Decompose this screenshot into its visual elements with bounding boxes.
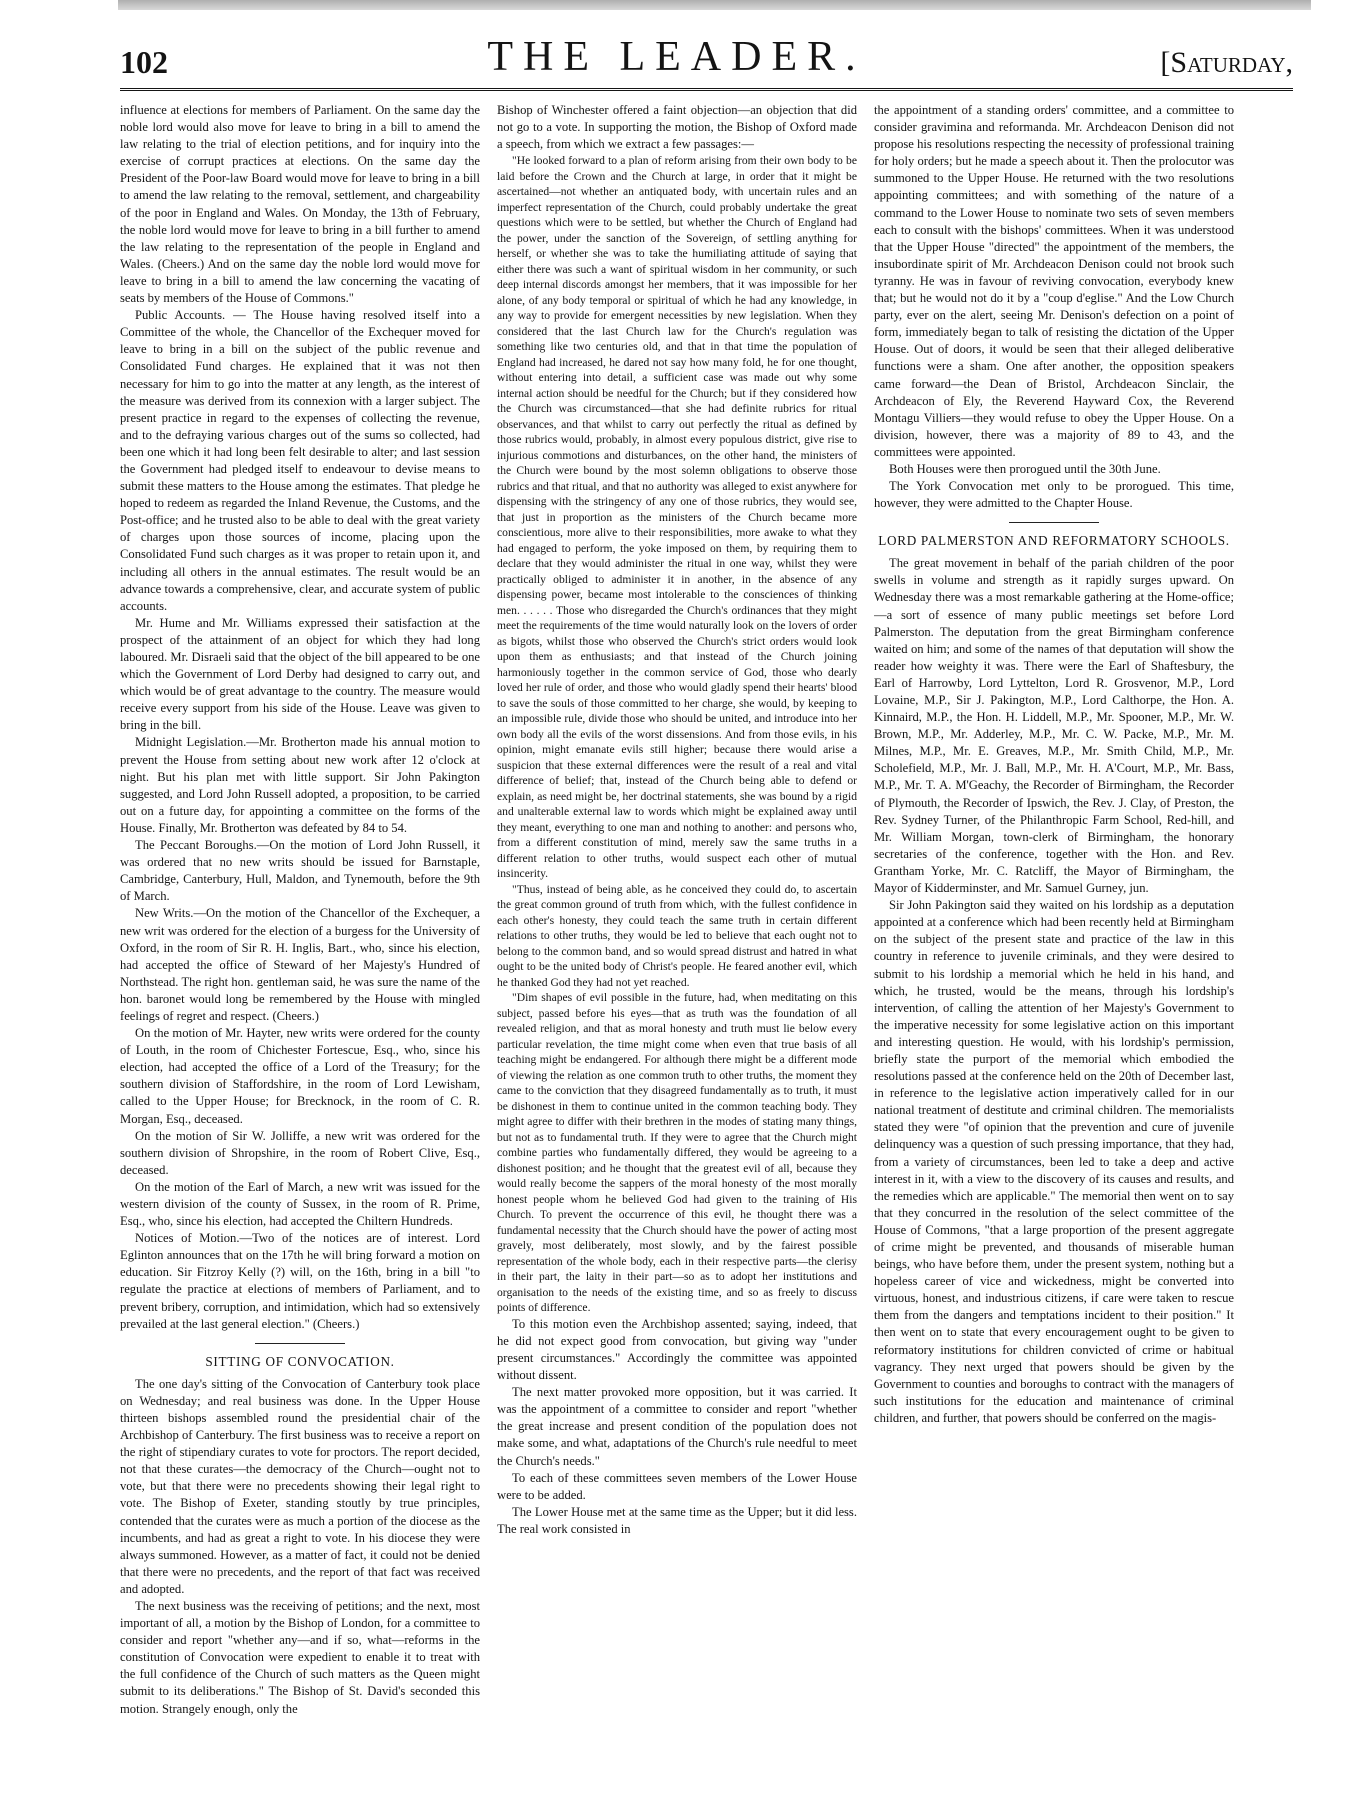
section-divider [1009,522,1099,523]
oxford-speech-quote-one: "He looked forward to a plan of reform arising from their own body to be laid before the Crown and the Church at large, in order that it might be ascertained—not whether an antiquated body, with uncertain rules and an imperfect representation of the Church, could probably undertake the great questions which were to be settled, but whether the Church of England had the power, under the sanction of the Sovereign, of settling anything for herself, or whether she was to take the humiliating attitude of saying that either there was such a want of spiritual wisdom in her community, or such deep internal discords amongst her members, that it was impossible for her alone, of any body temporal or spiritual of which he had any knowledge, in any way to provide for emergent necessities by new legislation. When they considered that the last Church law for the Church's regulation was something like two centuries old, and that in that time the population of England had increased, he dared not say how many fold, he for one thought, without entering into detail, a sufficient case was made out why some internal action should be needful for the Church; but if they considered how the Church was circumstanced—that she had definite rubrics for ritual observances, and that whilst to carry out perfectly the ritual as defined by those rubrics would, probably, in almost every populous district, give rise to injurious commotions and disturbances, on the other hand, the ministers of the Church were bound by the most solemn obligations to observe those rubrics and that ritual, and that no authority was alleged to exist anywhere for dispensing with the stringency of any one of those rubrics, they would see, that just in proportion as the ministers of the Church became more conscientious, more alive to their responsibilities, more awake to what they had engaged to perform, the yoke imposed on them, by requiring them to declare that they would administer the ritual in one way, whilst they were practically obliged to administer it in another, in the absence of any dispensing power, became most intolerable to the consciences of thinking men. . . . . . Those who disregarded the Church's ordinances that they might meet the requirements of the time would naturally look on the lovers of order as bigots, whilst those who observed the Church's strict orders would look upon them as enthusiasts; and that instead of the Church joining harmoniously together in the common service of God, those who dearly loved her rule of order, and those who would gladly spend their hearts' blood to save the souls of those committed to her charge, she would, by keeping to an impossible rule, divide those who should be united, and introduce into her own body all the evils of the worst dissensions. And from those evils, in his opinion, might emanate evils still higher; because there would arise a suspicion that these external differences were the result of a real and vital difference of belief; that, instead of the Church being able to defend or explain, as need might be, her doctrinal statements, she was bound by a rigid and unalterable external law to words which might be explained away until they meant, everything to one man and nothing to another: and persons who, from a different constitution of mind, merely saw the same truths in a different relation to other truths, would suspect each other of mutual insincerity. [497,154,857,881]
section-divider [255,1343,345,1344]
newspaper-title: THE LEADER. [487,34,866,80]
column-bottom-fade [874,1780,1234,1792]
masthead-rule [120,88,1293,91]
lower-house-members-paragraph: To each of these committees seven members of the Lower House were to be added. [497,1470,857,1502]
lower-house-paragraph: The Lower House met at the same time as the Upper; but it did less. The real work consisted in [497,1504,857,1536]
prorogued-paragraph: Both Houses were then prorogued until the 30th June. [889,461,1161,476]
standing-orders-paragraph: the appointment of a standing orders' committee, and a committee to consider gravimina and reformanda. Mr. Archdeacon Denison did not propose his resolutions respecting the necessity of professional training for holy orders; but he made a speech about it. Then the prolocutor was summoned to the Upper House. He returned with the two resolutions appointing committees; and with something of the nature of a command to the Lower House to nominate two sets of seven members each to consult with the bishops' committees. When it was understood that the Upper House "directed" the appointment of the members, the insubordinate spirit of Mr. Archdeacon Denison could not brook such tyranny. He was in favour of reviving convocation, everybody knew that; but he would not do it by a "coup d'eglise." And the Low Church party, ever on the alert, seeing Mr. Denison's defection on a point of form, immediately began to talk of resisting the dictation of the Upper House. Out of doors, it would be seen that their alleged deliberative functions were a sham. One after another, the opposition speakers came forward—the Dean of Bristol, Archdeacon Sinclair, the Archdeacon of Ely, the Reverend Hayward Cox, the Reverend Montagu Villiers—they would refuse to obey the Upper House. On a division, however, there was a majority of 89 to 43, and the committees were appointed. [874,103,1234,459]
oxford-speech-quote-two: "Thus, instead of being able, as he conceived they could do, to ascertain the great common ground of truth from which, with the fullest confidence in each other's honesty, they could teach the same truth in certain different relations to other truths, they would be led to believe that each ought not to belong to the common band, and so would spread distrust and hatred in what ought to be the united body of Christ's people. He feared another evil, which he thanked God they had not yet reached. [497,882,857,989]
convocation-paragraph-one: The one day's sitting of the Convocation of Canterbury took place on Wednesday; and real business was done. In the Upper House thirteen bishops assembled round the presidential chair of the Archbishop of Canterbury. The first business was to receive a report on the right of stipendiary curates to vote for proctors. The report decided, not that these curates—the democracy of the Church—ought not to vote, but that there were no precedents showing their legal right to vote. The Bishop of Exeter, standing stoutly by true principles, contended that the curates were as much a portion of the diocese as the incumbents, and had as great a right to vote. In his diocese they were always summoned. However, as a matter of fact, it could not be denied that there were no precedents, and the report of that fact was received and adopted. [120,1376,480,1596]
notices-of-motion-paragraph: Notices of Motion.—Two of the notices are of interest. Lord Eglinton announces that on the 17th he will bring forward a motion on education. Sir Fitzroy Kelly (?) will, on the 16th, bring in a bill "to regulate the practice at elections of members of Parliament, and to prevent bribery, corruption, and intimidation, which had so extensively prevailed at the last general election." (Cheers.) [120,1231,480,1331]
convocation-paragraph-two: The next business was the receiving of petitions; and the next, most important of all, a motion by the Bishop of London, for a committee to consider and report "whether any—and if so, what—reforms in the constitution of Convocation were expedient to enable it to treat with the full confidence of the Church of such matters as the Queen might submit to its deliberations." The Bishop of St. David's seconded this motion. Strangely enough, only the [120,1598,480,1716]
issue-day: [Saturday, [1160,46,1293,79]
top-scan-rule [118,0,1311,10]
column-bottom-fade [120,1780,480,1792]
new-writs-paragraph: New Writs.—On the motion of the Chancellor of the Exchequer, a new writ was ordered for the election of a burgess for the University of Oxford, in the room of Sir R. H. Inglis, Bart., who, since his election, had accepted the office of Steward of her Majesty's Hundred of Northstead. The right hon. gentleman said, he was sure the name of the hon. baronet would long be remembered by the House with mingled feelings of regret and respect. (Cheers.) [120,906,480,1023]
article-columns [120,96,1293,1786]
archbishop-assent-paragraph: To this motion even the Archbishop assented; saying, indeed, that he did not expect good from convocation, but giving way "under present circumstances." Accordingly the committee was appointed without dissent. [497,1316,857,1383]
oxford-speech-quote-three: "Dim shapes of evil possible in the future, had, when meditating on this subject, passed before his eyes—that as truth was the foundation of all revealed religion, and that as moral honesty and truth must lie below every particular revelation, the time might come when even that true basis of all teaching might be endangered. For although there might be a different mode of viewing the relation as one common truth to other truths, the moment they came to the conviction that they disagreed fundamentally as to truth, it must be dishonest in them to continue united in the common teaching body. They might agree to differ with their brethren in the modes of stating many things, but not as to fundamental truth. If they were to agree that the Church might combine parties who fundamentally differed, they would be agreeing to a dishonest position; and he thought that the greatest evil of all, because they would really become the sappers of the moral honesty of the most morally honest people whom he believed God had given to the training of His Church. To prevent the occurrence of this evil, he thought there was a fundamental necessity that the Church should have the power of acting most gravely, most deliberately, most slowly, and by the fairest possible representation of the whole body, each in their respective parts—the clerisy in their part, the laity in their part—so as to adopt her institutions and organisation to the needs of the existing time, and so as freely to discuss points of difference. [497,991,857,1315]
peccant-boroughs-paragraph: The Peccant Boroughs.—On the motion of Lord John Russell, it was ordered that no new writs should be issued for Barnstaple, Cambridge, Canterbury, Hull, Maldon, and Tynemouth, before the 9th of March. [120,838,480,904]
march-writ-paragraph: On the motion of the Earl of March, a new writ was issued for the western division of the county of Sussex, in the room of R. Prime, Esq., who, since his election, had accepted the Chiltern Hundreds. [120,1179,480,1229]
york-convocation-paragraph: The York Convocation met only to be prorogued. This time, however, they were admitted to the Chapter House. [874,479,1234,511]
reformatory-deputation-paragraph: The great movement in behalf of the pariah children of the poor swells in volume and strength as it rapidly surges upward. On Wednesday there was a most remarkable gathering at the Home-office;—a sort of essence of many public meetings set before Lord Palmerston. The deputation from the great Birmingham conference waited on him; and some of the names of that deputation will show the reader how weighty it was. There were the Earl of Shaftesbury, the Earl of Harrowby, Lord Lyttelton, Lord R. Grosvenor, M.P., Lord Lovaine, M.P., Sir J. Pakington, M.P., Lord Calthorpe, the Hon. A. Kinnaird, M.P., the Hon. H. Liddell, M.P., Mr. Spooner, M.P., Mr. W. Brown, M.P., Mr. Adderley, M.P., Mr. C. W. Packe, M.P., Mr. M. Milnes, M.P., Mr. E. Greaves, M.P., Mr. Smith Child, M.P., Mr. Scholefield, M.P., Mr. J. Ball, M.P., Mr. H. A'Court, M.P., Mr. Bass, M.P., Mr. T. A. M'Geachy, the Recorder of Birmingham, the Recorder of Plymouth, the Recorder of Ipswich, the Rev. J. Clay, of Preston, the Rev. Sydney Turner, of the Philanthropic Farm School, Red-hill, and Mr. William Morgan, town-clerk of Birmingham, the honorary secretaries of the conference, together with the Hon. and Rev. Grantham Yorke, Mr. C. Ratcliff, the Mayor of Birmingham, the Mayor of Kidderminster, and Mr. Samuel Gurney, jun. [874,556,1234,896]
public-accounts-paragraph: Public Accounts. — The House having resolved itself into a Committee of the whole, the Chancellor of the Exchequer moved for leave to bring in a bill on the subject of the public revenue and Consolidated Fund charges. He explained that it was not then necessary for him to go into the matter at any length, as the interest of the measure was derived from its connexion with a larger subject. The present practice in regard to the expenses of collecting the revenue, and to the defraying various charges out of the sums so collected, had been one which it had long been felt desirable to alter; and last session the Government had pledged itself to endeavour to devise means to submit these matters to the House among the estimates. That pledge he hoped to redeem as regarded the Inland Revenue, the Customs, and the Post-office; and he trusted also to be able to deal with the great variety of charges upon those sources of income, placing upon the Consolidated Fund such charges as it was proper to retain upon it, and including all others in the annual estimates. The result would be an advance towards a comprehensive, clear, and accurate system of public accounts. [120,308,480,613]
parliament-lead: influence at elections for members of Parliament. On the same day the noble lord would also move for leave to bring in a bill to amend the law relating to the trial of election petitions, and for inquiry into the exercise of corrupt practices at elections. On the same day the President of the Poor-law Board would move for leave to bring in a bill to amend the law relating to the removal, settlement, and chargeability of the poor in England and Wales. On Monday, the 13th of February, the noble lord would move for leave to bring in a bill further to amend the law relating to the representation of the people in England and Wales. (Cheers.) And on the same day the noble lord would move for leave to bring in a bill to amend the law concerning the vacating of seats by members of the House of Commons." [120,103,480,306]
winchester-lead: Bishop of Winchester offered a faint objection—an objection that did not go to a vote. In supporting the motion, the Bishop of Oxford made a speech, from which we extract a few passages:— [497,103,857,152]
hayter-writs-paragraph: On the motion of Mr. Hayter, new writs were ordered for the county of Louth, in the room of Chichester Fortescue, Esq., who, since his election, had accepted the office of a Lord of the Treasury; for the southern division of Staffordshire, in the room of Lord Lewisham, called to the Upper House; for Brecknock, in the room of C. R. Morgan, Esq., deceased. [120,1026,480,1126]
midnight-legislation-paragraph: Midnight Legislation.—Mr. Brotherton made his annual motion to prevent the House from setting about new work after 12 o'clock at night. But his plan met with little support. Sir John Pakington suggested, and Lord John Russell adopted, a proposition, to be carried out on a future day, for appointing a committee on the forms of the House. Finally, Mr. Brotherton was defeated by 84 to 54. [120,735,480,835]
jolliffe-writ-paragraph: On the motion of Sir W. Jolliffe, a new writ was ordered for the southern division of Shropshire, in the room of Robert Clive, Esq., deceased. [120,1128,480,1177]
right-column [874,96,1234,1792]
population-committee-paragraph: The next matter provoked more opposition, but it was carried. It was the appointment of a committee to consider and report "whether the great increase and present condition of the population does not make some, and what, adaptations of the Church's rule needful to meet the Church's needs." [497,1385,857,1468]
pakington-memorial-paragraph: Sir John Pakington said they waited on his lordship as a deputation appointed at a conference which had been recently held at Birmingham on the subject of the present state and practice of the law in this country in reference to juvenile criminals, and they were desired to submit to his lordship a memorial which he held in his hand, and which, he trusted, would be the means, through his lordship's intervention, of calling the attention of her Majesty's Government to the imperative necessity for some legislative action on this important and interesting question. He would, with his lordship's permission, briefly state the purport of the memorial which embodied the resolutions passed at the conference held on the 20th of December last, in reference to the legislative action imperatively called for in our national treatment of destitute and criminal children. The memorialists stated they were "of opinion that the prevention and cure of juvenile delinquency was a question of such pressing importance, that they had, from a variety of circumstances, been led to take a deep and active interest in it, with a view to the discovery of its causes and results, and the remedies which are applicable." The memorial then went on to say that they concurred in the resolution of the select committee of the House of Commons, "that a large proportion of the present aggregate of crime might be prevented, and thousands of miserable human beings, who have before them, under the present system, nothing but a hopeless career of vice and wickedness, might be converted into virtuous, honest, and industrious citizens, if care were taken to rescue them from the dangers and temptations incident to their position." It then went on to state that every encouragement ought to be given to reformatory institutions for children convicted of crime or habitual vagrancy. They next urged that powers should be given by the Government to counties and boroughs to contract with the managers of such institutions for the education and maintenance of criminal children, and further, that powers should be conferred on the magis- [874,898,1234,1425]
page-number: 102 [120,44,168,80]
middle-column [497,96,857,1792]
left-column [120,96,480,1792]
palmerston-heading: LORD PALMERSTON AND REFORMATORY SCHOOLS. [878,533,1230,549]
column-bottom-fade [497,1780,857,1792]
hume-williams-paragraph: Mr. Hume and Mr. Williams expressed their satisfaction at the prospect of the attainment of an object for which they had long laboured. Mr. Disraeli said that the object of the bill appeared to be one which the Government of Lord Derby had designed to carry out, and which would be of great advantage to the country. The measure would receive every support from his side of the House. Leave was given to bring in the bill. [120,615,480,733]
masthead [120,28,1293,78]
convocation-heading: SITTING OF CONVOCATION. [205,1353,395,1369]
